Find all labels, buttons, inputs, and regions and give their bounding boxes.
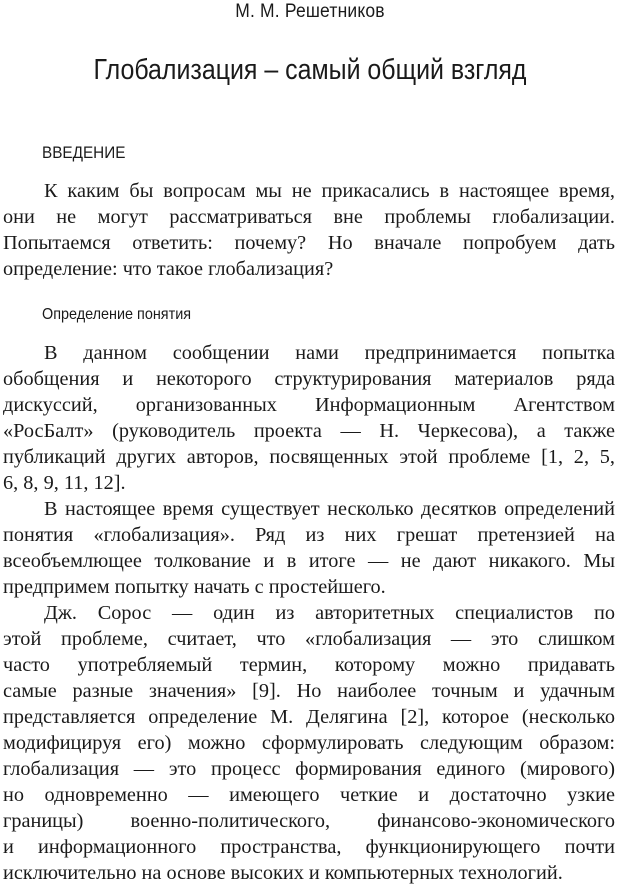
body-line: Дж. Сорос — один из авторитетных специалистов по: [44, 602, 615, 624]
body-line: модифицируя его) можно сформулировать следующим образом:: [3, 732, 615, 754]
body-line: исключительно на основе высоких и компьютерных технологий.: [3, 862, 563, 884]
body-line: обобщения и некоторого структурирования материалов ряда: [3, 368, 615, 390]
body-line: они не могут рассматриваться вне проблемы глобализации.: [3, 206, 615, 228]
body-line: этой проблеме, считает, что «глобализация — это слишком: [3, 628, 615, 650]
body-line: дискуссий, организованных Информационным Агентством: [3, 394, 615, 416]
body-line: «РосБалт» (руководитель проекта — Н. Черкесова), а также: [3, 420, 615, 442]
body-line: самые разные значения» [9]. Но наиболее точным и удачным: [3, 680, 615, 702]
body-line: определение: что такое глобализация?: [3, 258, 334, 280]
body-line: публикаций других авторов, посвященных этой проблеме [1, 2, 5,: [3, 446, 615, 468]
body-line: и информационного пространства, функционирующего почти: [3, 836, 615, 858]
body-line: понятия «глобализация». Ряд из них грешат претензией на: [3, 524, 615, 546]
section-heading-intro: ВВЕДЕНИЕ: [42, 143, 126, 162]
author-name: М. М. Решетников: [235, 1, 385, 22]
body-line: В настоящее время существует несколько десятков определений: [44, 498, 615, 520]
body-line: В данном сообщении нами предпринимается попытка: [44, 342, 615, 364]
section-heading-definition: Определение понятия: [42, 306, 192, 323]
body-line: Попытаемся ответить: почему? Но вначале попробуем дать: [3, 232, 615, 254]
body-line: но одновременно — имеющего четкие и достаточно узкие: [3, 784, 615, 806]
body-line: часто употребляемый термин, которому можно придавать: [3, 654, 615, 676]
body-line: границы) военно-политического, финансово-экономического: [3, 810, 615, 832]
page-title: Глобализация – самый общий взгляд: [93, 54, 527, 86]
body-line: представляется определение М. Делягина [2], которое (несколько: [3, 706, 615, 728]
body-line: 6, 8, 9, 11, 12].: [3, 472, 126, 494]
body-line: всеобъемлющее толкование и в итоге — не дают никакого. Мы: [3, 550, 615, 572]
body-line: глобализация — это процесс формирования единого (мирового): [3, 758, 615, 780]
body-line: К каким бы вопросам мы не прикасались в настоящее время,: [44, 180, 615, 202]
body-line: предпримем попытку начать с простейшего.: [3, 576, 386, 598]
